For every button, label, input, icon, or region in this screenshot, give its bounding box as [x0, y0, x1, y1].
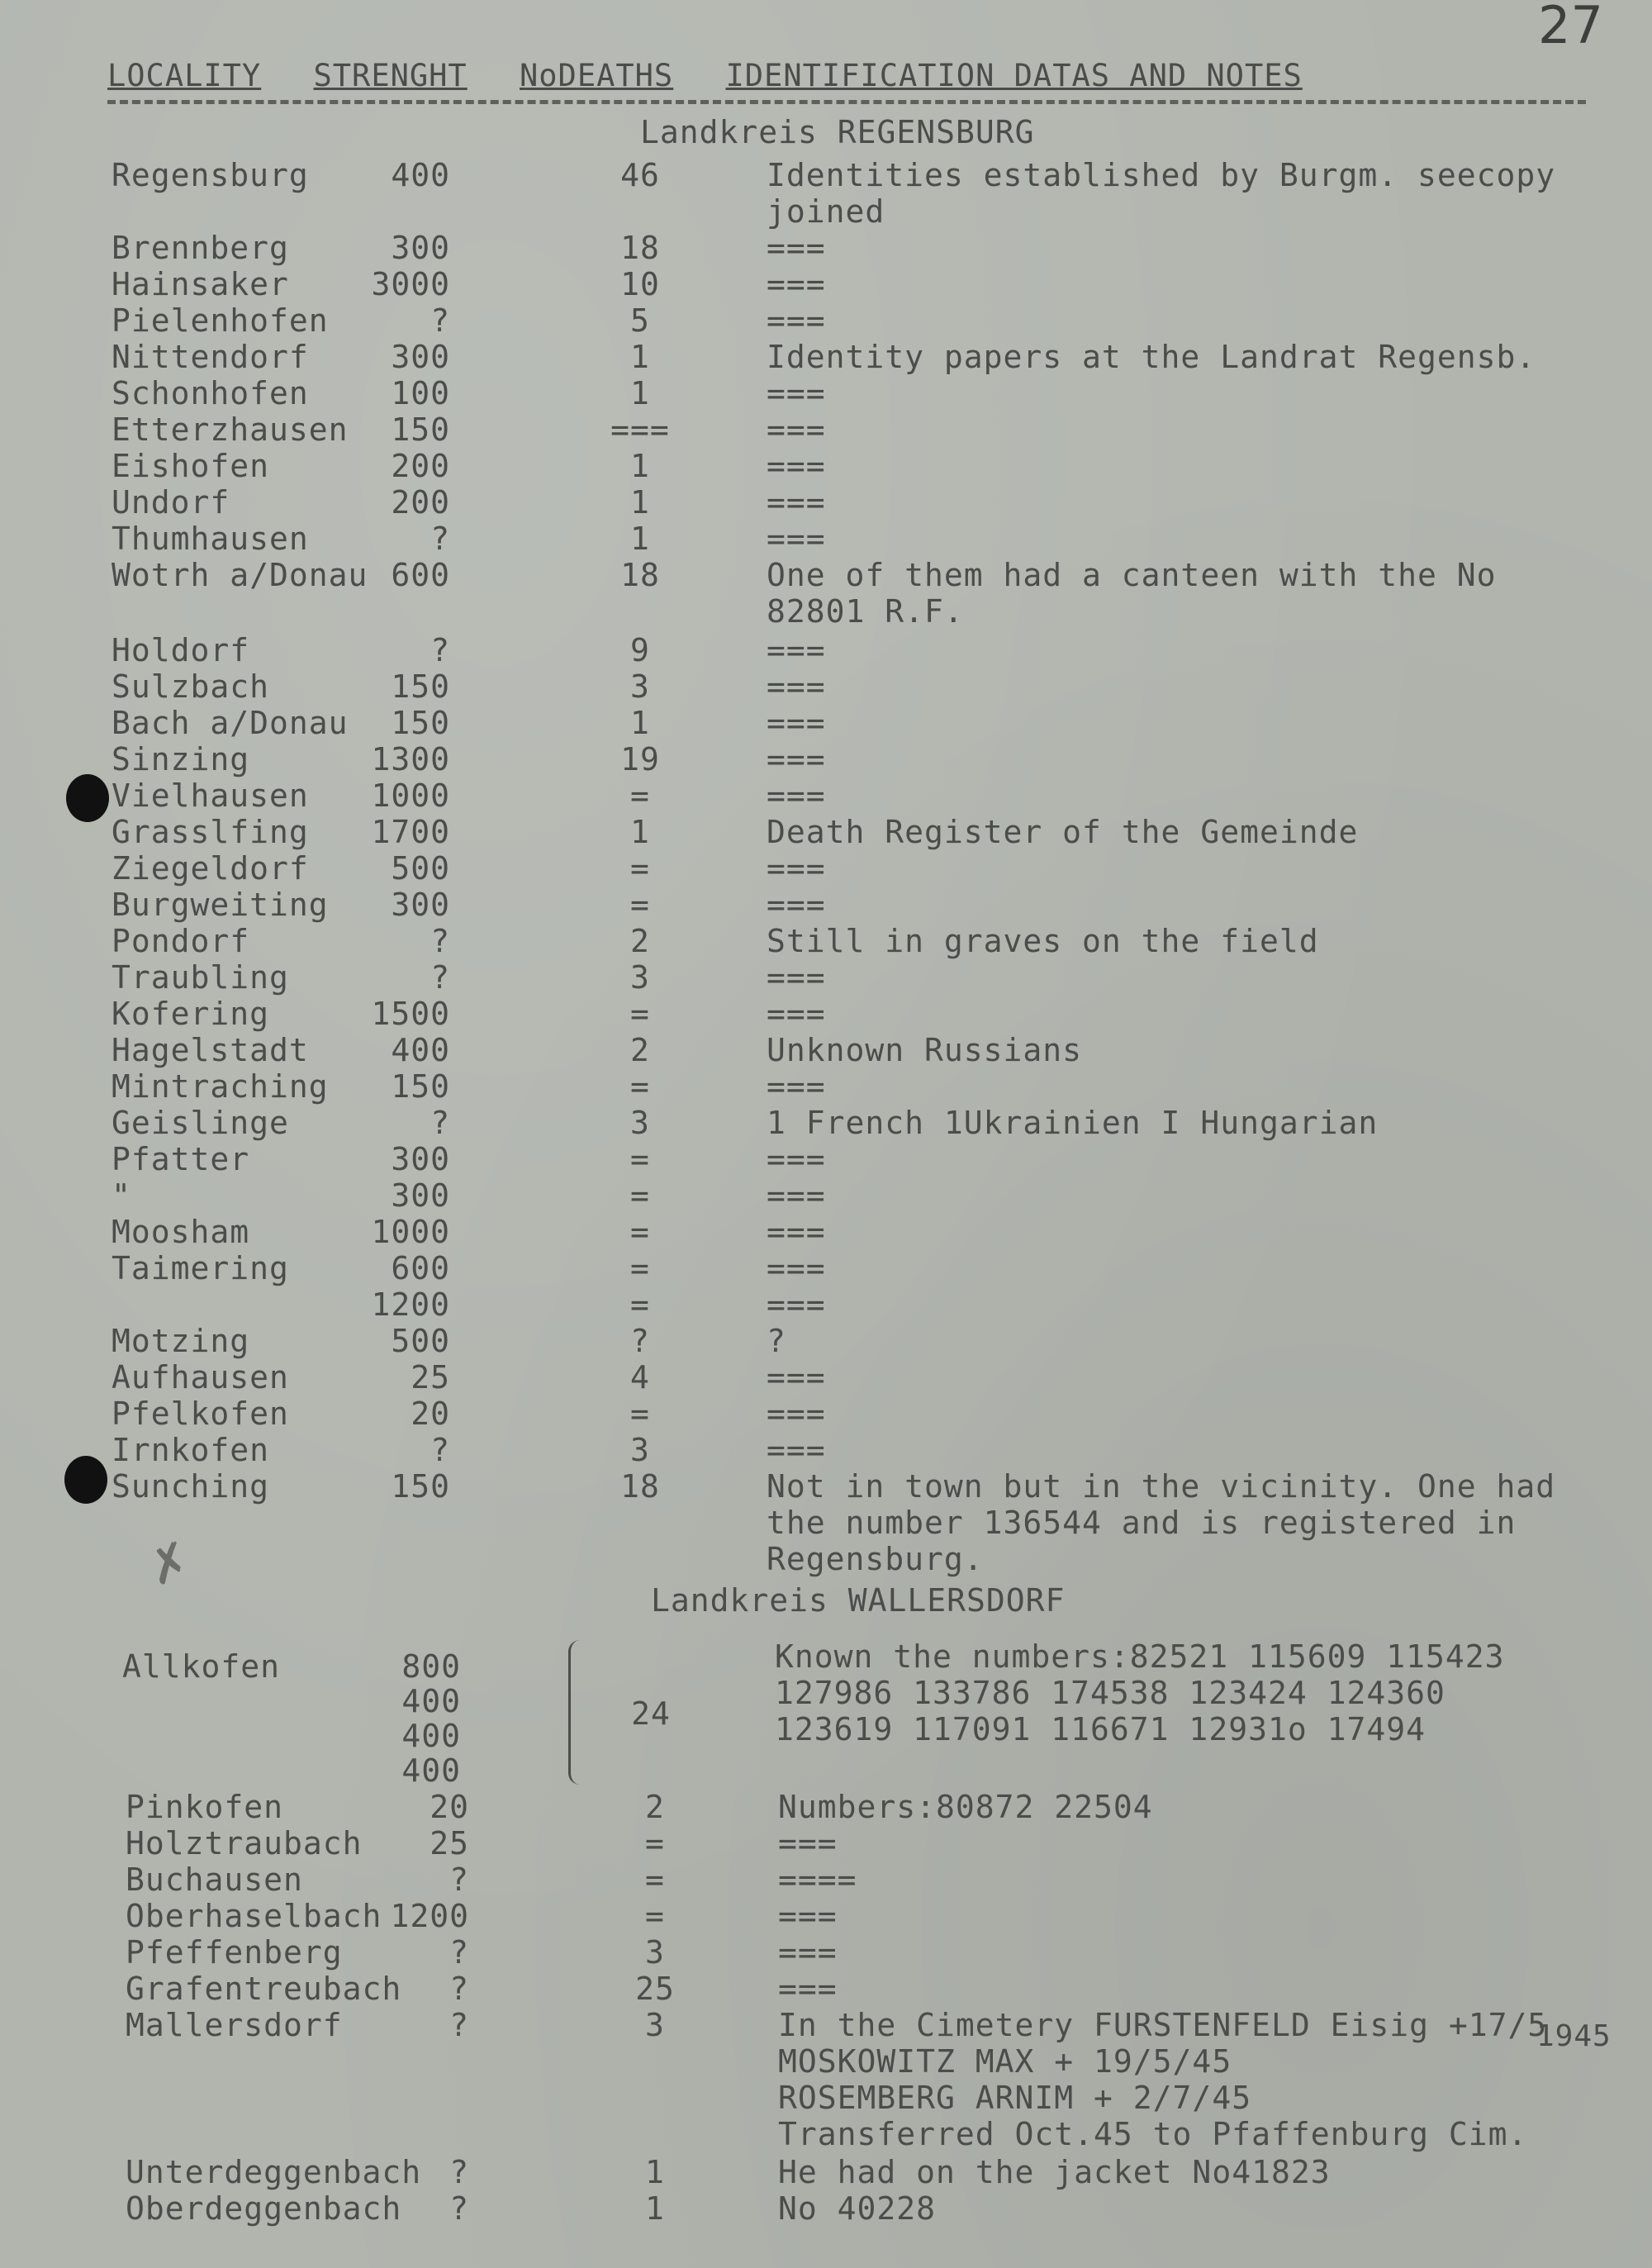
notes-line: === [767, 375, 826, 411]
notes-line: === [767, 1359, 826, 1396]
table-row [0, 2190, 1652, 2227]
notes-cell [778, 1789, 1153, 1825]
notes-line: === [778, 1934, 838, 1971]
strength-cell: 150 [391, 668, 450, 705]
deaths-cell: = [630, 996, 650, 1032]
locality-cell: Traubling [112, 959, 289, 996]
table-header [107, 58, 1586, 104]
notes-cell [778, 1861, 857, 1898]
notes-line: === [767, 959, 826, 996]
notes-cell [767, 777, 826, 814]
pencil-mark: ✗ [140, 1529, 199, 1599]
table-row [0, 1177, 1652, 1214]
deaths-cell: 18 [620, 1468, 660, 1505]
notes-line: === [767, 1396, 826, 1432]
notes-cell [767, 1177, 826, 1214]
notes-line: He had on the jacket No41823 [778, 2154, 1331, 2190]
notes-cell [775, 1638, 1504, 1747]
notes-cell [778, 2190, 936, 2227]
strength-cell: 600 [391, 1250, 450, 1286]
notes-line: === [767, 741, 826, 777]
deaths-cell: = [630, 850, 650, 887]
notes-cell [767, 484, 826, 521]
notes-line: === [778, 1971, 838, 2007]
locality-cell: Moosham [112, 1214, 250, 1250]
strength-cell: 300 [391, 230, 450, 266]
notes-cell [767, 887, 826, 923]
locality-cell: Pielenhofen [112, 302, 329, 339]
notes-cell [767, 557, 1496, 630]
locality-cell: Holdorf [112, 632, 250, 668]
deaths-cell: = [630, 1250, 650, 1286]
strength-cell: ? [449, 2190, 469, 2227]
strength-cell: 300 [391, 887, 450, 923]
deaths-cell: 10 [620, 266, 660, 302]
table-row [0, 1068, 1652, 1105]
locality-cell: Grafentreubach [126, 1971, 402, 2007]
deaths-cell: 19 [620, 741, 660, 777]
locality-cell: Sunching [112, 1468, 270, 1505]
notes-line: === [767, 850, 826, 887]
table-row [0, 1032, 1652, 1068]
notes-cell [767, 266, 826, 302]
locality-cell: Mintraching [112, 1068, 329, 1105]
deaths-cell: 18 [620, 557, 660, 593]
table-row [0, 1250, 1652, 1286]
strength-cell: 300 [391, 339, 450, 375]
strength-cell: ? [430, 521, 450, 557]
notes-line: === [767, 1250, 826, 1286]
notes-line: === [767, 266, 826, 302]
notes-line: === [767, 448, 826, 484]
notes-line: the number 136544 and is registered in [767, 1505, 1517, 1541]
deaths-cell: = [630, 1396, 650, 1432]
notes-line: One of them had a canteen with the No [767, 557, 1497, 593]
notes-cell [767, 448, 826, 484]
notes-line: Regensburg. [767, 1541, 984, 1577]
deaths-cell: 3 [630, 1432, 650, 1468]
strength-cell: ? [449, 1934, 469, 1971]
strength-cell: ? [430, 923, 450, 959]
locality-cell: Taimering [112, 1250, 289, 1286]
strength-cell: 600 [391, 557, 450, 593]
strength-cell: 25 [430, 1825, 469, 1861]
table-row [0, 1141, 1652, 1177]
notes-line: === [767, 1286, 826, 1323]
notes-cell [778, 2007, 1547, 2152]
notes-line: Still in graves on the field [767, 923, 1319, 959]
deaths-cell: 18 [620, 230, 660, 266]
notes-cell [767, 1105, 1378, 1141]
notes-line: In the Cimetery FURSTENFELD Eisig +17/5 [778, 2007, 1548, 2043]
notes-line: === [767, 996, 826, 1032]
table-row [0, 1396, 1652, 1432]
table-row [0, 448, 1652, 484]
table-row [0, 2154, 1652, 2190]
strength-cell: ? [430, 959, 450, 996]
notes-line: === [767, 302, 826, 339]
table-row [0, 266, 1652, 302]
deaths-cell: === [610, 411, 670, 448]
notes-line: === [767, 632, 826, 668]
punch-hole [64, 1456, 107, 1504]
table-row [0, 339, 1652, 375]
table-row [0, 375, 1652, 411]
strength-cell: 400 [391, 1032, 450, 1068]
locality-cell: Hagelstadt [112, 1032, 309, 1068]
notes-line: 82801 R.F. [767, 593, 964, 630]
notes-cell [767, 668, 826, 705]
locality-cell: Vielhausen [112, 777, 309, 814]
deaths-cell: = [645, 1898, 665, 1934]
strength-cell: 800 [401, 1648, 461, 1685]
section-title-wallersdorf: Landkreis WALLERSDORF [651, 1582, 1066, 1619]
notes-line: === [767, 777, 826, 814]
deaths-cell: 3 [630, 1105, 650, 1141]
deaths-cell: 3 [645, 1934, 665, 1971]
notes-cell [767, 1468, 1555, 1577]
locality-cell: Schonhofen [112, 375, 309, 411]
notes-cell [778, 2154, 1331, 2190]
notes-cell [778, 1825, 838, 1861]
notes-line: === [767, 887, 826, 923]
strength-cell: 300 [391, 1141, 450, 1177]
notes-cell [767, 1068, 826, 1105]
table-row [0, 814, 1652, 850]
notes-cell [767, 302, 826, 339]
deaths-cell: 24 [631, 1695, 671, 1732]
table-row [0, 1789, 1652, 1825]
notes-cell [767, 1286, 826, 1323]
strength-cell: 1700 [371, 814, 450, 850]
deaths-cell: 2 [630, 923, 650, 959]
table-row [0, 1971, 1652, 2007]
deaths-cell: 1 [630, 484, 650, 521]
strength-cell: ? [449, 1861, 469, 1898]
deaths-cell: 4 [630, 1359, 650, 1396]
table-row [0, 959, 1652, 996]
strength-cell: 200 [391, 484, 450, 521]
locality-cell: Unterdeggenbach [126, 2154, 422, 2190]
locality-cell: Mallersdorf [126, 2007, 343, 2043]
notes-cell [778, 1971, 838, 2007]
strength-cell: 500 [391, 850, 450, 887]
notes-cell [767, 1359, 826, 1396]
table-row [0, 1432, 1652, 1468]
table-row [0, 1898, 1652, 1934]
strength-cell: ? [430, 1432, 450, 1468]
locality-cell: Pinkofen [126, 1789, 284, 1825]
notes-line: === [767, 521, 826, 557]
locality-cell: Sinzing [112, 741, 250, 777]
deaths-cell: 3 [645, 2007, 665, 2043]
table-row [0, 157, 1652, 230]
notes-line: Not in town but in the vicinity. One had [767, 1468, 1556, 1505]
header-notes: IDENTIFICATION DATAS AND NOTES [725, 58, 1303, 93]
locality-cell: Regensburg [112, 157, 309, 193]
notes-line: Transferred Oct.45 to Pfaffenburg Cim. [778, 2116, 1528, 2152]
notes-cell [767, 1396, 826, 1432]
table-row [0, 668, 1652, 705]
table-row [0, 411, 1652, 448]
table-row [0, 1861, 1652, 1898]
locality-cell: Irnkofen [112, 1432, 270, 1468]
deaths-cell: 3 [630, 959, 650, 996]
strength-cell: ? [449, 1971, 469, 2007]
strength-cell: 1300 [371, 741, 450, 777]
deaths-cell: 25 [635, 1971, 675, 2007]
header-locality: LOCALITY [107, 58, 262, 93]
section-title-regensburg: Landkreis REGENSBURG [640, 114, 1035, 150]
locality-cell: Ziegeldorf [112, 850, 309, 887]
deaths-cell: 9 [630, 632, 650, 668]
deaths-cell: 1 [630, 705, 650, 741]
deaths-cell: 1 [645, 2154, 665, 2190]
locality-cell: Burgweiting [112, 887, 329, 923]
locality-cell: Holztraubach [126, 1825, 363, 1861]
table-row [0, 1752, 1652, 1789]
strength-cell: 1000 [371, 1214, 450, 1250]
strength-cell: 300 [391, 1177, 450, 1214]
locality-cell: Buchausen [126, 1861, 303, 1898]
notes-cell [778, 1898, 838, 1934]
header-strength: STRENGHT [313, 58, 468, 93]
table-row [0, 632, 1652, 668]
table-row [0, 1934, 1652, 1971]
deaths-cell: = [630, 1177, 650, 1214]
locality-cell: Pondorf [112, 923, 250, 959]
deaths-cell: 2 [630, 1032, 650, 1068]
strength-cell: 150 [391, 705, 450, 741]
notes-line: === [767, 411, 826, 448]
table-row [0, 1468, 1652, 1577]
strength-cell: 400 [401, 1752, 461, 1789]
notes-cell [767, 1432, 826, 1468]
locality-cell: Geislinge [112, 1105, 289, 1141]
locality-cell: Brennberg [112, 230, 289, 266]
deaths-cell: 3 [630, 668, 650, 705]
locality-cell: Aufhausen [112, 1359, 289, 1396]
table-row [0, 1825, 1652, 1861]
deaths-cell: 1 [630, 339, 650, 375]
table-row [0, 741, 1652, 777]
notes-line: Death Register of the Gemeinde [767, 814, 1359, 850]
notes-cell [767, 411, 826, 448]
strength-cell: 20 [411, 1396, 450, 1432]
notes-line: === [767, 705, 826, 741]
table-row [0, 887, 1652, 923]
locality-cell: " [112, 1177, 131, 1214]
table-row [0, 1323, 1652, 1359]
deaths-cell: 46 [620, 157, 660, 193]
strength-cell: 400 [401, 1718, 461, 1754]
table-row [0, 923, 1652, 959]
strength-cell: ? [430, 302, 450, 339]
table-row [0, 1359, 1652, 1396]
strength-cell: ? [449, 2007, 469, 2043]
deaths-cell: 1 [630, 375, 650, 411]
year-margin-note: 1945 [1536, 2019, 1612, 2053]
strength-cell: 400 [401, 1683, 461, 1719]
deaths-cell: 1 [645, 2190, 665, 2227]
notes-cell [767, 230, 826, 266]
strength-cell: 1200 [371, 1286, 450, 1323]
strength-cell: 1000 [371, 777, 450, 814]
notes-line: === [767, 1141, 826, 1177]
notes-line: === [767, 1177, 826, 1214]
locality-cell: Wotrh a/Donau [112, 557, 368, 593]
table-row [0, 996, 1652, 1032]
notes-line: Identities established by Burgm. seecopy [767, 157, 1556, 193]
notes-line: Known the numbers:82521 115609 115423 [775, 1638, 1505, 1675]
notes-cell [778, 1934, 838, 1971]
table-row [0, 521, 1652, 557]
locality-cell: Bach a/Donau [112, 705, 349, 741]
notes-cell [767, 1032, 1082, 1068]
strength-cell: 100 [391, 375, 450, 411]
grouping-brace [568, 1640, 591, 1785]
table-row [0, 850, 1652, 887]
notes-line: ? [767, 1323, 786, 1359]
strength-cell: ? [430, 1105, 450, 1141]
strength-cell: 1500 [371, 996, 450, 1032]
notes-cell [767, 1250, 826, 1286]
strength-cell: 1200 [390, 1898, 469, 1934]
locality-cell: Thumhausen [112, 521, 309, 557]
notes-cell [767, 850, 826, 887]
locality-cell: Sulzbach [112, 668, 270, 705]
strength-cell: ? [449, 2154, 469, 2190]
strength-cell: 200 [391, 448, 450, 484]
deaths-cell: = [645, 1825, 665, 1861]
deaths-cell: 5 [630, 302, 650, 339]
locality-cell: Oberdeggenbach [126, 2190, 402, 2227]
notes-line: Unknown Russians [767, 1032, 1083, 1068]
locality-cell: Eishofen [112, 448, 270, 484]
table-row [0, 1286, 1652, 1323]
locality-cell: Undorf [112, 484, 230, 521]
strength-cell: 25 [411, 1359, 450, 1396]
notes-cell [767, 814, 1358, 850]
notes-cell [767, 1141, 826, 1177]
table-row [0, 2007, 1652, 2152]
notes-line: === [767, 1432, 826, 1468]
locality-cell: Kofering [112, 996, 270, 1032]
table-row [0, 705, 1652, 741]
locality-cell: Etterzhausen [112, 411, 349, 448]
notes-line: === [767, 230, 826, 266]
notes-line: === [778, 1898, 838, 1934]
locality-cell: Allkofen [122, 1648, 281, 1685]
deaths-cell: = [630, 1214, 650, 1250]
notes-line: === [767, 1068, 826, 1105]
notes-cell [767, 632, 826, 668]
notes-cell [767, 1323, 786, 1359]
notes-line: ROSEMBERG ARNIM + 2/7/45 [778, 2080, 1252, 2116]
locality-cell: Pfatter [112, 1141, 250, 1177]
notes-cell [767, 339, 1536, 375]
deaths-cell: 1 [630, 814, 650, 850]
notes-line: === [767, 668, 826, 705]
table-row [0, 1214, 1652, 1250]
locality-cell: Pfeffenberg [126, 1934, 343, 1971]
notes-line: 127986 133786 174538 123424 124360 [775, 1675, 1446, 1711]
deaths-cell: ? [630, 1323, 650, 1359]
deaths-cell: 1 [630, 448, 650, 484]
notes-cell [767, 959, 826, 996]
notes-cell [767, 923, 1319, 959]
deaths-cell: = [630, 1286, 650, 1323]
notes-line: Identity papers at the Landrat Regensb. [767, 339, 1536, 375]
notes-line: 123619 117091 116671 12931o 17494 [775, 1711, 1426, 1747]
deaths-cell: = [645, 1861, 665, 1898]
strength-cell: 150 [391, 411, 450, 448]
notes-line: === [767, 484, 826, 521]
notes-line: ==== [778, 1861, 857, 1898]
locality-cell: Grasslfing [112, 814, 309, 850]
table-row [0, 484, 1652, 521]
header-deaths: NoDEATHS [520, 58, 674, 93]
deaths-cell: = [630, 1068, 650, 1105]
locality-cell: Pfelkofen [112, 1396, 289, 1432]
locality-cell: Hainsaker [112, 266, 289, 302]
locality-cell: Motzing [112, 1323, 250, 1359]
notes-line: MOSKOWITZ MAX + 19/5/45 [778, 2043, 1232, 2080]
page-number: 27 [1538, 0, 1603, 55]
table-row [0, 777, 1652, 814]
notes-line: joined [767, 193, 885, 230]
strength-cell: 150 [391, 1068, 450, 1105]
notes-line: Numbers:80872 22504 [778, 1789, 1153, 1825]
notes-line: === [778, 1825, 838, 1861]
deaths-cell: 1 [630, 521, 650, 557]
notes-line: 1 French 1Ukrainien I Hungarian [767, 1105, 1379, 1141]
strength-cell: 500 [391, 1323, 450, 1359]
notes-cell [767, 521, 826, 557]
notes-cell [767, 1214, 826, 1250]
deaths-cell: = [630, 777, 650, 814]
strength-cell: 400 [391, 157, 450, 193]
notes-line: No 40228 [778, 2190, 937, 2227]
notes-cell [767, 375, 826, 411]
strength-cell: 3000 [371, 266, 450, 302]
punch-hole [66, 774, 109, 822]
deaths-cell: 2 [645, 1789, 665, 1825]
locality-cell: Nittendorf [112, 339, 309, 375]
table-row [0, 302, 1652, 339]
notes-cell [767, 741, 826, 777]
notes-cell [767, 705, 826, 741]
strength-cell: ? [430, 632, 450, 668]
strength-cell: 20 [430, 1789, 469, 1825]
notes-line: === [767, 1214, 826, 1250]
table-row [0, 557, 1652, 630]
notes-cell [767, 157, 1555, 230]
locality-cell: Oberhaselbach [126, 1898, 382, 1934]
deaths-cell: = [630, 887, 650, 923]
notes-cell [767, 996, 826, 1032]
strength-cell: 150 [391, 1468, 450, 1505]
table-row [0, 1105, 1652, 1141]
table-row [0, 230, 1652, 266]
deaths-cell: = [630, 1141, 650, 1177]
